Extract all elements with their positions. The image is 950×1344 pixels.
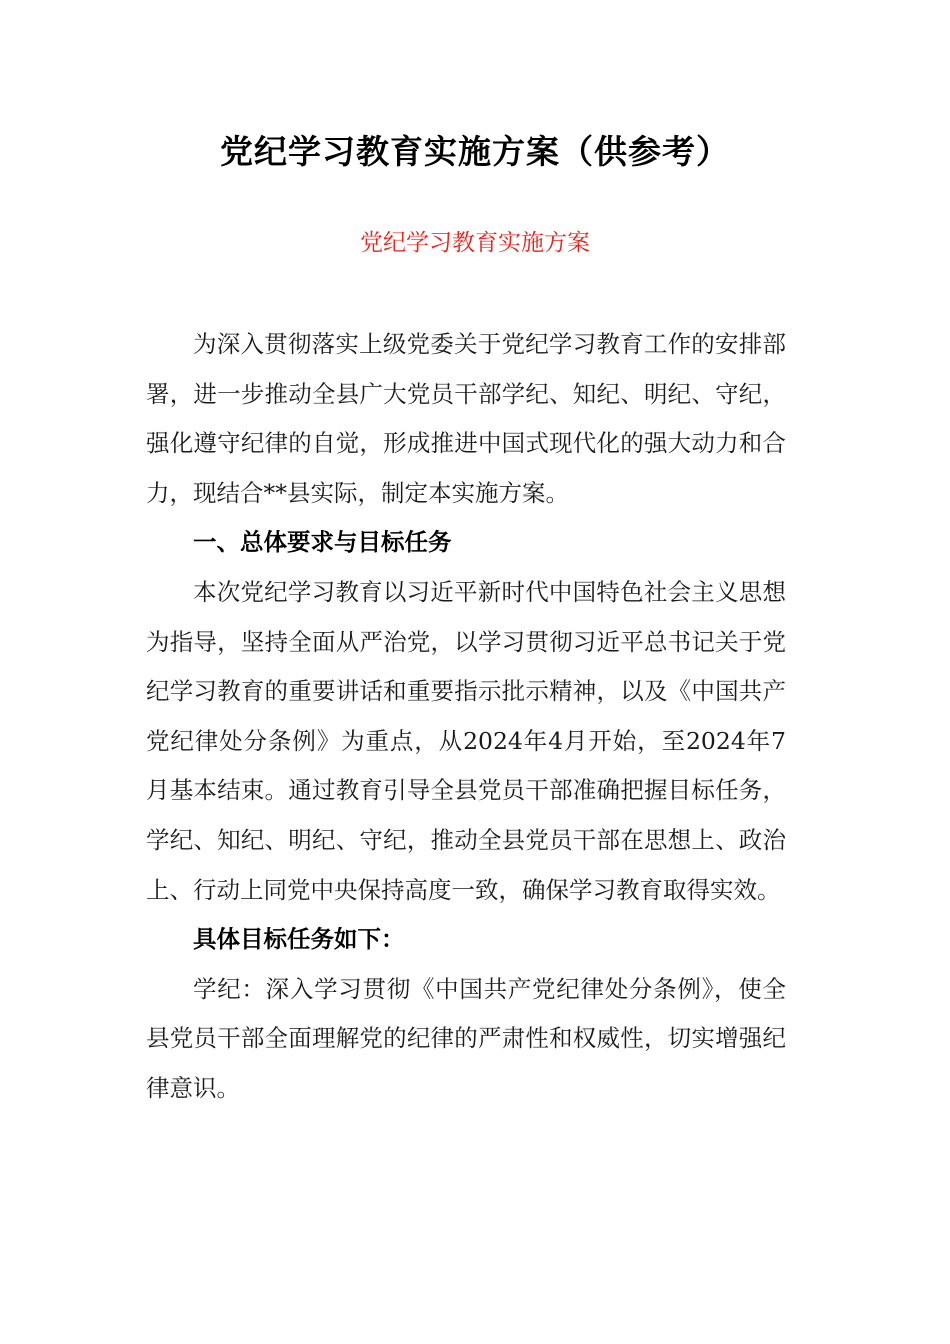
task-study-discipline-paragraph: 学纪：深入学习贯彻《中国共产党纪律处分条例》，使全县党员干部全面理解党的纪律的严肃性和权威性，切实增强纪律意识。 [146,974,786,1102]
intro-paragraph: 为深入贯彻落实上级党委关于党纪学习教育工作的安排部署，进一步推动全县广大党员干部学纪、知纪、明纪、守纪，强化遵守纪律的自觉，形成推进中国式现代化的强大动力和合力，现结合**县实际，制定本实施方案。 [146,330,786,507]
general-requirements-paragraph: 本次党纪学习教育以习近平新时代中国特色社会主义思想为指导，坚持全面从严治党，以学习贯彻习近平总书记关于党纪学习教育的重要讲话和重要指示批示精神，以及《中国共产党纪律处分条例》为重点，从2024年4月开始，至2024年7月基本结束。通过教育引导全县党员干部准确把握目标任务，学纪、知纪、明纪、守纪，推动全县党员干部在思想上、政治上、行动上同党中央保持高度一致，确保学习教育取得实效。 [146,577,786,904]
document-subtitle: 党纪学习教育实施方案 [360,230,590,256]
document-body [146,320,786,1114]
subheading-specific-tasks: 具体目标任务如下： [193,925,405,954]
section-heading-general-requirements: 一、总体要求与目标任务 [193,528,452,557]
document-title: 党纪学习教育实施方案（供参考） [220,132,730,171]
